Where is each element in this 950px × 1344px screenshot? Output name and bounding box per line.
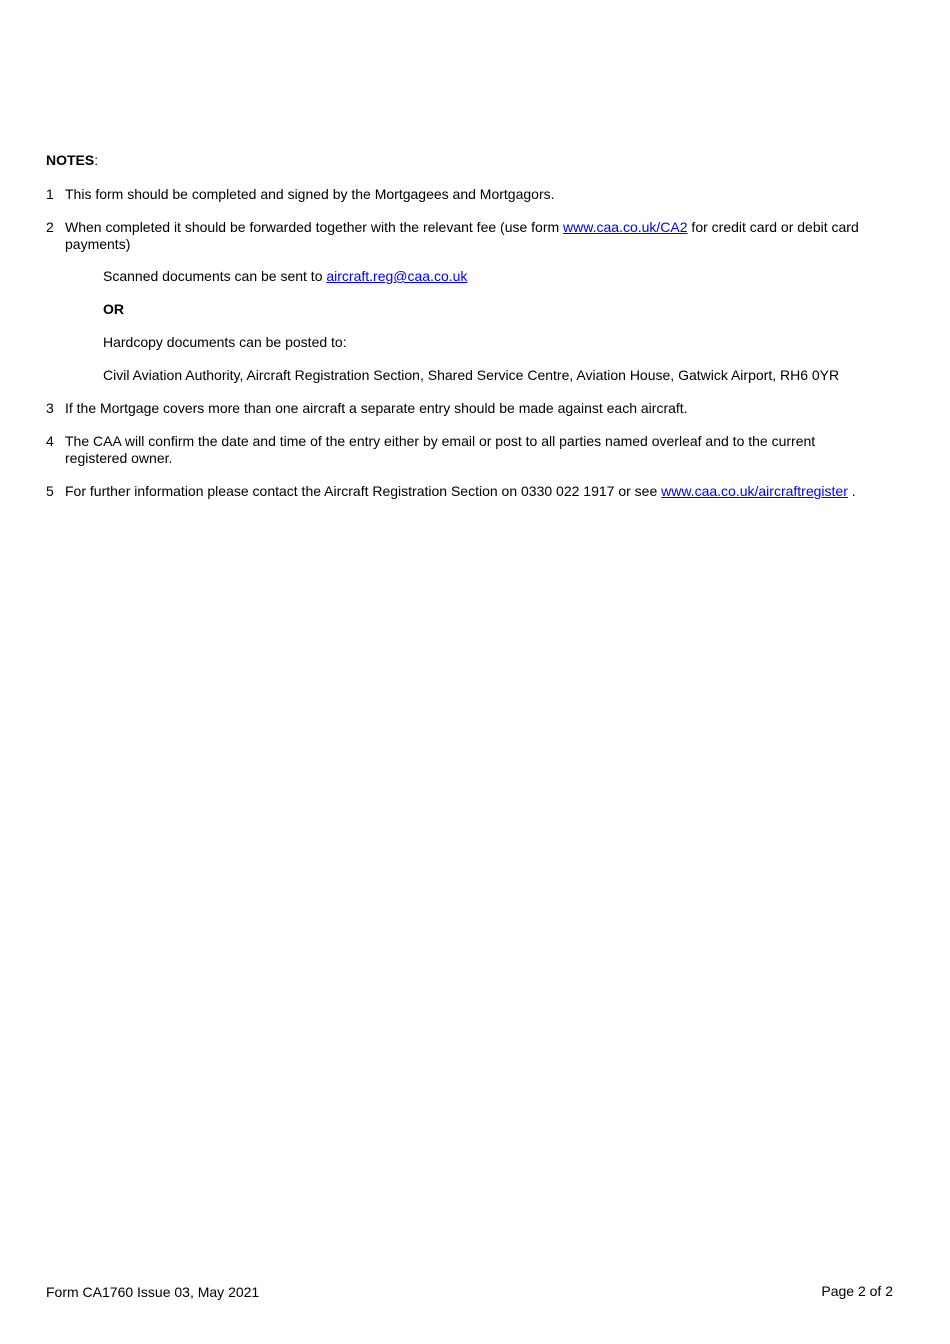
note-2 bbox=[46, 219, 876, 253]
form-identifier: Form CA1760 Issue 03, May 2021 bbox=[46, 1284, 260, 1300]
page-number: Page 2 of 2 bbox=[821, 1283, 893, 1299]
aircraft-register-link[interactable]: www.caa.co.uk/aircraftregister bbox=[661, 483, 848, 499]
note-1 bbox=[46, 186, 876, 203]
note-3 bbox=[46, 400, 876, 417]
note-text: The CAA will confirm the date and time of the entry either by email or post to all parties named overleaf and to the current registered owner. bbox=[65, 433, 816, 466]
note-text: If the Mortgage covers more than one aircraft a separate entry should be made against each aircraft. bbox=[65, 400, 688, 416]
hardcopy-documents-text: Hardcopy documents can be posted to: bbox=[103, 334, 347, 350]
notes-heading-colon: : bbox=[94, 152, 99, 168]
ca2-form-link[interactable]: www.caa.co.uk/CA2 bbox=[563, 219, 688, 235]
or-label: OR bbox=[103, 301, 124, 317]
scanned-documents-line bbox=[103, 268, 467, 285]
note-number: 5 bbox=[46, 483, 54, 499]
note-text-before: When completed it should be forwarded together with the relevant fee (use form bbox=[65, 219, 564, 235]
note-number: 1 bbox=[46, 186, 54, 202]
note-text bbox=[65, 483, 896, 500]
scanned-documents-text: Scanned documents can be sent to bbox=[103, 268, 327, 284]
note-number: 4 bbox=[46, 433, 54, 449]
note-text bbox=[65, 219, 876, 253]
notes-heading bbox=[46, 152, 98, 169]
aircraft-reg-email-link[interactable]: aircraft.reg@caa.co.uk bbox=[326, 268, 468, 284]
note-text-after: . bbox=[847, 483, 856, 499]
note-text-before: For further information please contact the Aircraft Registration Section on 0330 022 1917 or see bbox=[65, 483, 662, 499]
note-4 bbox=[46, 433, 876, 467]
notes-heading-label: NOTES bbox=[46, 152, 95, 168]
note-number: 3 bbox=[46, 400, 54, 416]
note-5 bbox=[46, 483, 896, 500]
note-number: 2 bbox=[46, 219, 54, 235]
note-text-after: for credit card or debit card payments) bbox=[65, 219, 859, 252]
postal-address: Civil Aviation Authority, Aircraft Registration Section, Shared Service Centre, Aviation House, Gatwick Airport, RH6 0YR bbox=[103, 367, 840, 383]
note-text: This form should be completed and signed by the Mortgagees and Mortgagors. bbox=[65, 186, 555, 202]
